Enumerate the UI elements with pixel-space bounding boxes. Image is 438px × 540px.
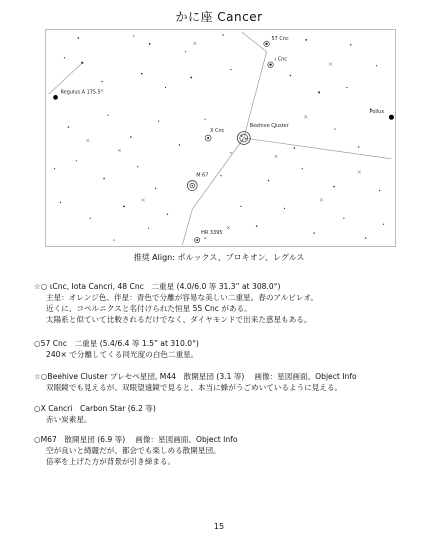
- label-regulus: Regulus A 175.5°: [60, 89, 104, 96]
- star-hr-3395: [195, 230, 223, 243]
- page-number: 15: [213, 522, 225, 531]
- cross-markers: [86, 42, 360, 229]
- object-57-cnc: [34, 338, 419, 360]
- cluster-m67: [187, 173, 208, 191]
- star-pollux: [370, 109, 394, 120]
- background-stars: [54, 34, 384, 240]
- object-iota-cnc: [34, 281, 419, 325]
- star-57-cnc: [264, 36, 289, 47]
- description-line: 双眼鏡でも見えるが、双眼望遠鏡で見ると、本当に蜂がうごめいているように見える。: [46, 383, 343, 392]
- label-pollux: Pollux: [369, 109, 385, 116]
- description-line: 倍率を上げた方が背景が引き締まる。: [46, 457, 176, 466]
- object-heading: ☆○ ιCnc, Iota Cancri, 48 Cnc 二重星 (4.0/6.0 等 31.3” at 308.0°): [34, 282, 281, 291]
- label-m67: M 67: [196, 172, 209, 179]
- description-line: 近くに、コペルニクスと名付けられた恒星 55 Cnc がある。: [46, 304, 252, 313]
- object-description: [34, 445, 419, 467]
- description-line: 主星：オレンジ色、伴星：青色で分離が容易な美しい二重星。春のアルビレオ。: [46, 293, 319, 302]
- page-title: かに座 Cancer: [175, 10, 263, 24]
- constellation-line: [244, 138, 392, 159]
- object-list: [34, 281, 419, 467]
- object-heading: ○M67 散開星団 (6.9 等) 画像：星図画面、Object Info: [34, 435, 238, 444]
- object-description: [34, 292, 419, 325]
- object-heading: ○57 Cnc 二重星 (5.4/6.4 等 1.5” at 310.0°): [34, 339, 199, 348]
- label-x-cnc: X Cnc: [210, 128, 225, 135]
- object-beehive-cluster: [34, 371, 419, 393]
- label-iota-cnc: ι Cnc: [274, 56, 288, 63]
- object-description: [34, 382, 419, 393]
- description-line: 太陽系と似ていて比較されるだけでなく、ダイヤモンドで出来た惑星もある。: [46, 315, 312, 324]
- object-heading: ○X Cancri Carbon Star (6.2 等): [34, 404, 156, 413]
- label-beehive: Beehive Cluster: [249, 123, 289, 130]
- constellation-line: [182, 209, 192, 245]
- constellation-line: [242, 32, 267, 52]
- description-line: 240× で分離してくる同光度の白色二重星。: [46, 350, 199, 359]
- star-chart-svg: [46, 30, 395, 246]
- description-line: 空が良いと綺麗だが、都会でも楽しめる散開星団。: [46, 446, 221, 455]
- constellation-lines: [49, 32, 392, 245]
- star-x-cnc: [205, 128, 224, 141]
- object-description: [34, 349, 419, 360]
- object-m67: [34, 434, 419, 467]
- star-iota-cnc: [268, 57, 288, 68]
- chart-caption: 推奨 Align: ポルックス、プロキオン、レグルス: [133, 253, 305, 262]
- object-heading: ☆○Beehive Cluster プレセペ星団, M44 散開星団 (3.1 等) 画像：星図画面、Object Info: [34, 372, 357, 381]
- star-regulus: [53, 89, 103, 99]
- object-x-cancri: [34, 403, 419, 425]
- star-chart: [45, 29, 396, 247]
- label-57-cnc: 57 Cnc: [271, 35, 289, 42]
- object-description: [34, 414, 419, 425]
- description-line: 赤い炭素星。: [46, 415, 92, 424]
- label-hr-3395: HR 3395: [201, 230, 223, 237]
